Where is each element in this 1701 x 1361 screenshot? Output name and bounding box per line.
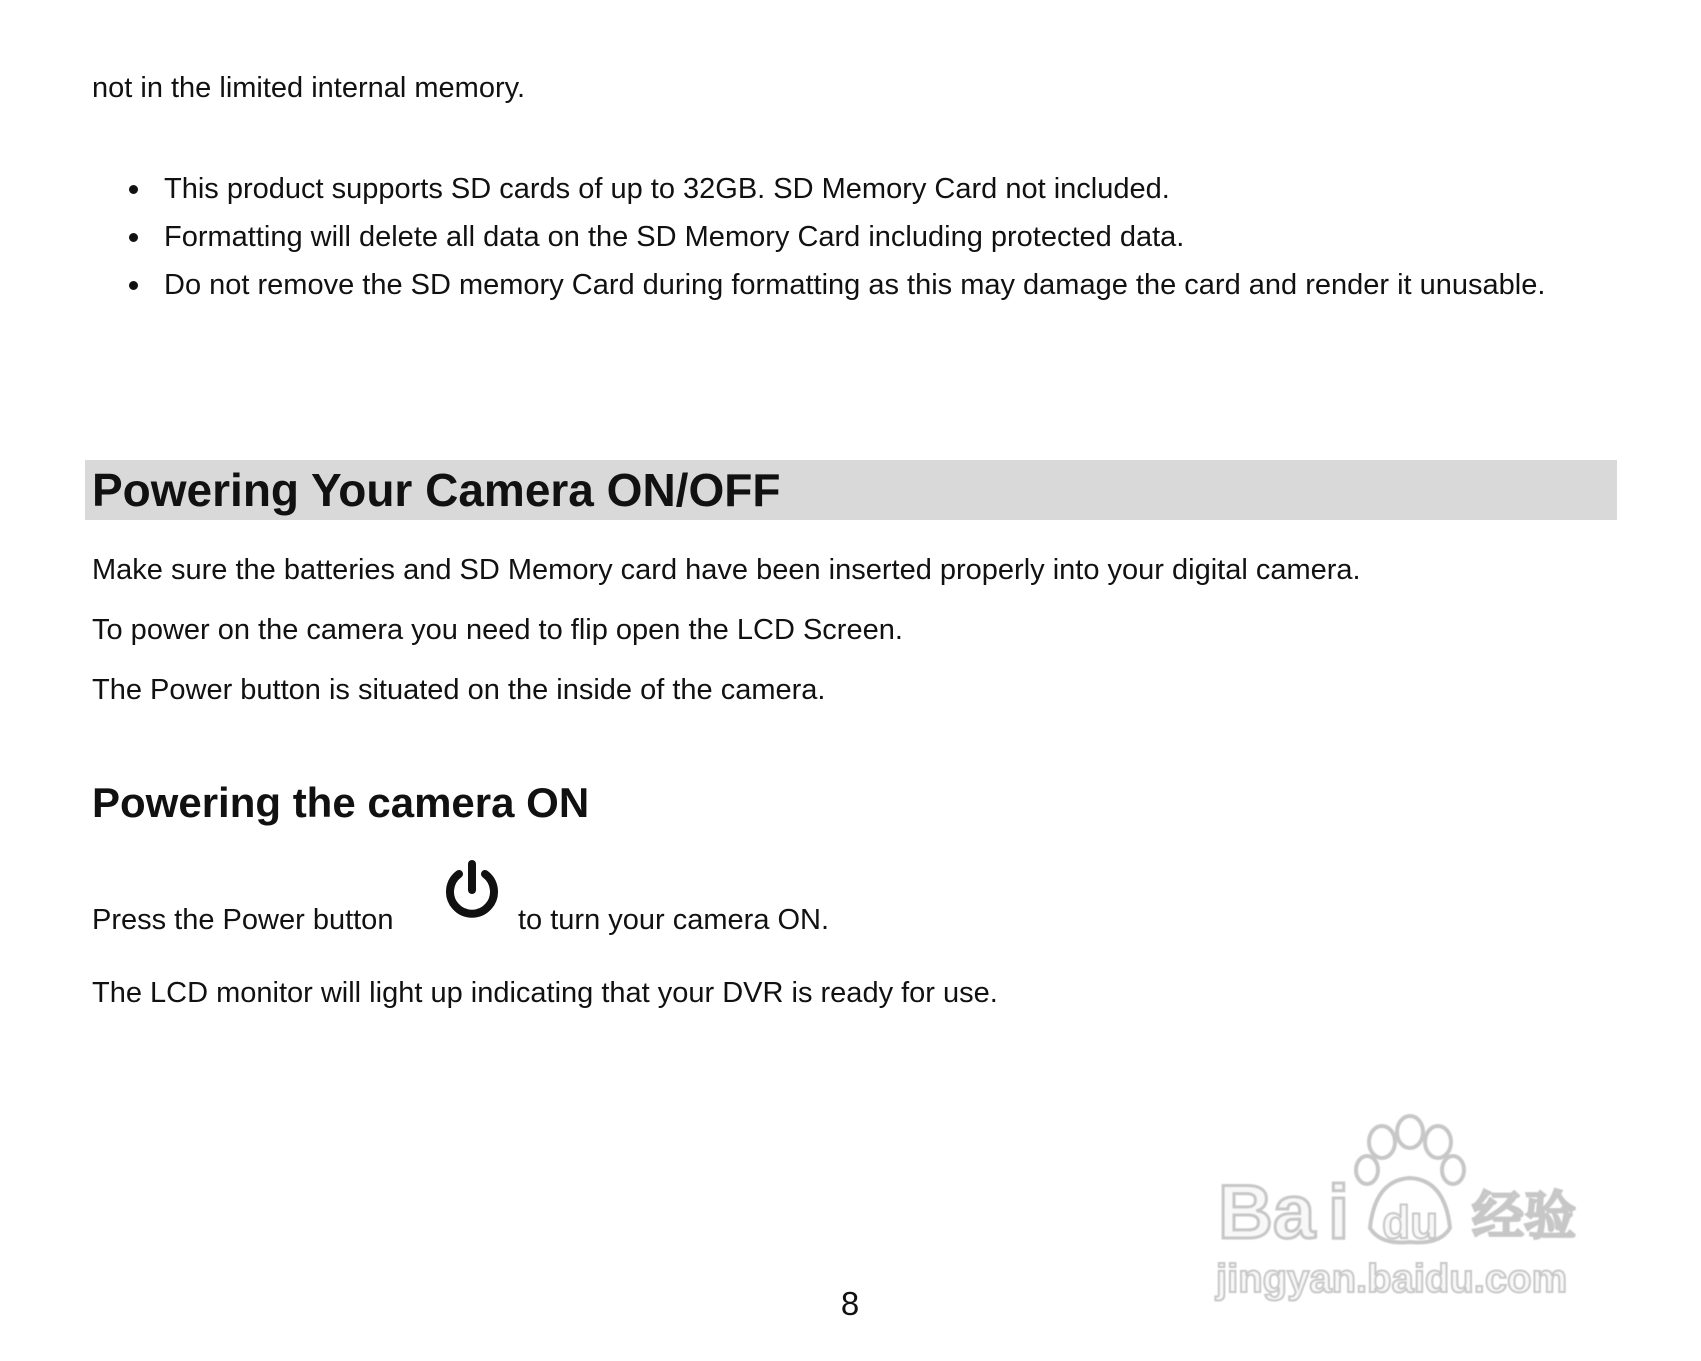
power-instruction-before: Press the Power button bbox=[92, 904, 394, 936]
bullet-text: This product supports SD cards of up to 32GB. SD Memory Card not included. bbox=[164, 173, 1170, 205]
baidu-watermark-logo bbox=[1210, 1110, 1610, 1310]
svg-text:du: du bbox=[1382, 1196, 1439, 1248]
page-number: 8 bbox=[840, 1285, 860, 1322]
svg-text:Ba: Ba bbox=[1218, 1170, 1316, 1255]
bullet-dot bbox=[129, 233, 138, 242]
bullet-dot bbox=[129, 281, 138, 290]
list-item bbox=[92, 213, 1612, 261]
bullet-list bbox=[92, 165, 1612, 309]
section-paragraph: Make sure the batteries and SD Memory card have been inserted properly into your digital camera. bbox=[92, 554, 1361, 586]
section-paragraph: To power on the camera you need to flip open the LCD Screen. bbox=[92, 614, 903, 646]
power-icon bbox=[440, 858, 504, 922]
section-title: Powering Your Camera ON/OFF bbox=[92, 464, 781, 516]
svg-text:jingyan.baidu.com: jingyan.baidu.com bbox=[1216, 1257, 1568, 1301]
svg-text:经验: 经验 bbox=[1472, 1187, 1577, 1247]
lcd-line: The LCD monitor will light up indicating that your DVR is ready for use. bbox=[92, 977, 998, 1009]
subsection-title: Powering the camera ON bbox=[92, 779, 590, 826]
bullet-text: Formatting will delete all data on the SD Memory Card including protected data. bbox=[164, 221, 1185, 253]
svg-text:i: i bbox=[1328, 1170, 1350, 1255]
list-item bbox=[92, 261, 1612, 309]
list-item bbox=[92, 165, 1612, 213]
intro-line: not in the limited internal memory. bbox=[92, 72, 526, 104]
power-instruction-after: to turn your camera ON. bbox=[518, 904, 830, 936]
section-paragraph: The Power button is situated on the inside of the camera. bbox=[92, 674, 826, 706]
bullet-dot bbox=[129, 185, 138, 194]
bullet-text: Do not remove the SD memory Card during formatting as this may damage the card and render it unusable. bbox=[164, 269, 1546, 301]
